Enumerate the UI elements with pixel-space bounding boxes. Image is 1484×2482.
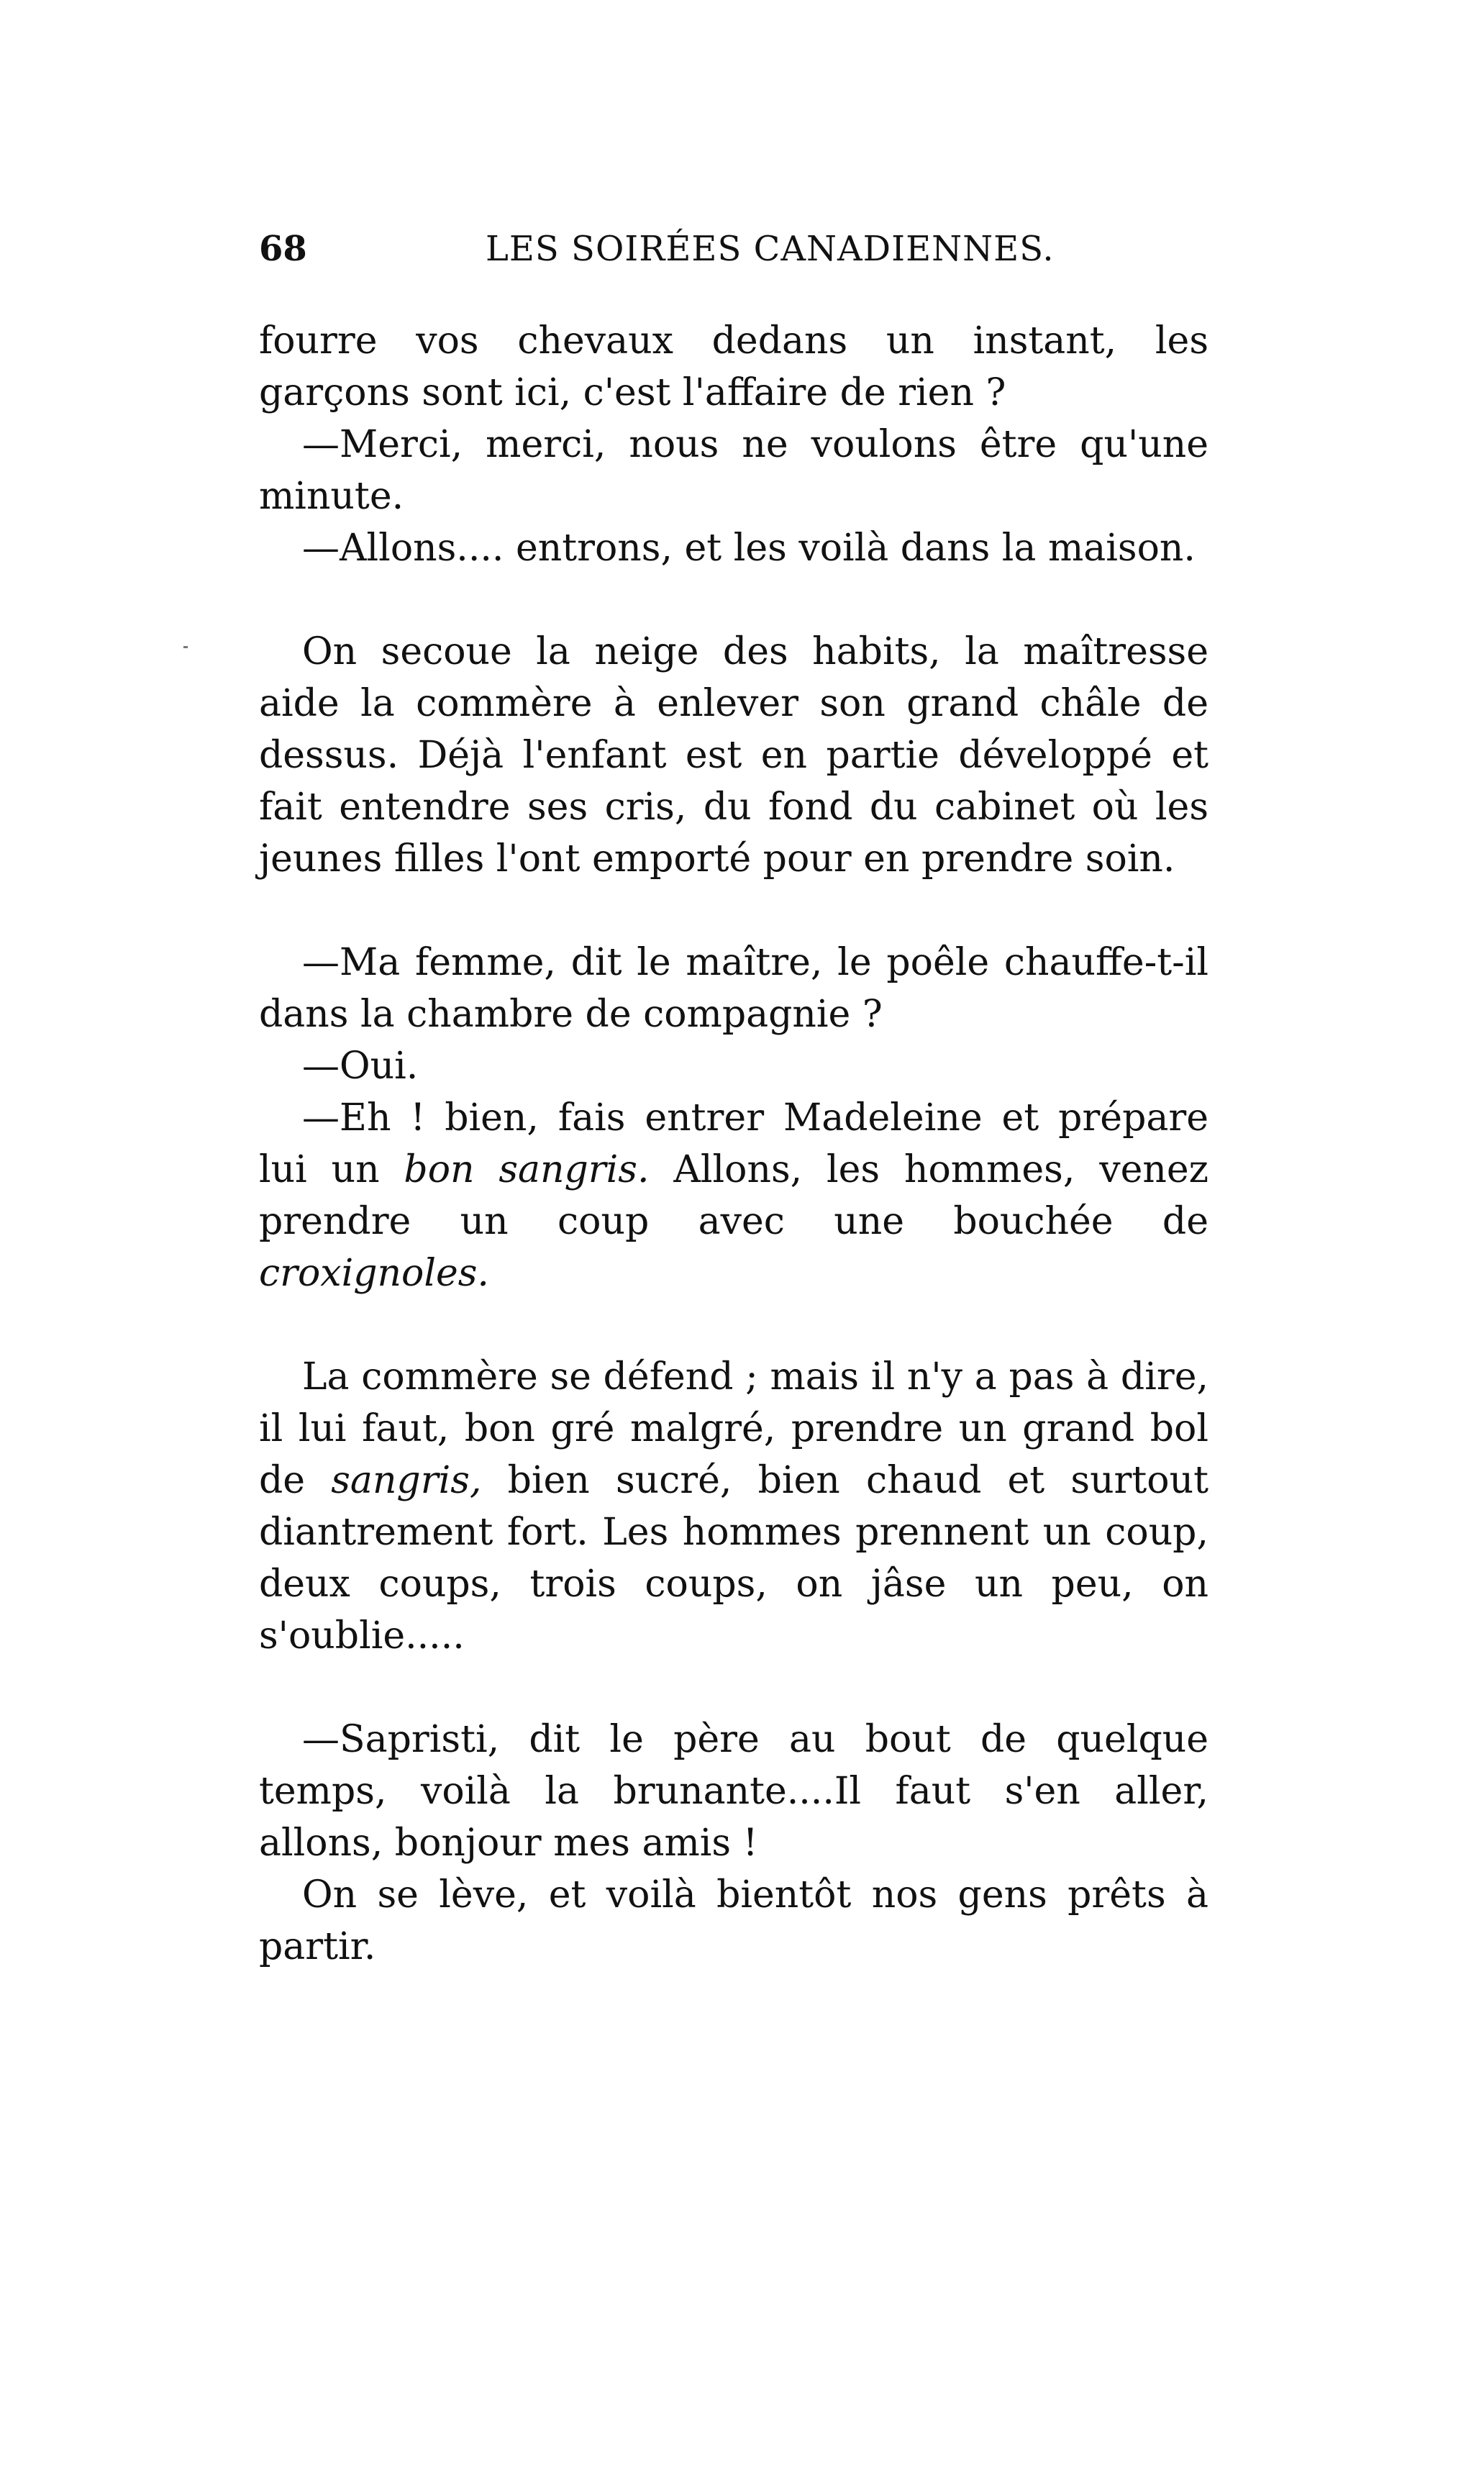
paragraph-dialogue: —Merci, merci, nous ne voulons être qu'une minute. [259, 423, 1208, 518]
running-title: LES SOIRÉES CANADIENNES. [486, 229, 1055, 269]
italic-text: sangris, [331, 1459, 482, 1502]
text-run: La commère se défend ; mais il n'y a pas à dire, il lui faut, bon gré malgré, prendre un grand bol de [259, 1355, 1208, 1502]
paragraph-dialogue [259, 1092, 1208, 1299]
page-number: 68 [259, 229, 307, 269]
page-header [259, 229, 1208, 286]
paragraph-dialogue: —Ma femme, dit le maître, le poêle chauffe-t-il dans la chambre de compagnie ? [259, 941, 1208, 1036]
margin-mark [183, 646, 188, 648]
text-run: bien sucré, bien chaud et surtout diantrement fort. Les hommes prennent un coup, deux coups, trois coups, on jâse un peu, on s'oublie..... [259, 1459, 1209, 1658]
page-body [259, 315, 1208, 1973]
paragraph-dialogue: —Sapristi, dit le père au bout de quelque temps, voilà la brunante....Il faut s'en aller, allons, bonjour mes amis ! [259, 1718, 1208, 1865]
text-run: —Eh ! bien, fais entrer Madeleine et prépare lui un [259, 1096, 1208, 1191]
paragraph-continuation: fourre vos chevaux dedans un instant, les garçons sont ici, c'est l'affaire de rien ? [259, 319, 1208, 414]
paragraph-dialogue: —Oui. [302, 1045, 419, 1088]
text-run: Allons, les hommes, venez prendre un coup avec une bouchée de [259, 1148, 1209, 1243]
italic-text: croxignoles. [259, 1252, 489, 1295]
paragraph-narrative: On se lève, et voilà bientôt nos gens prêts à partir. [259, 1873, 1208, 1968]
italic-text: bon sangris. [404, 1148, 650, 1191]
paragraph-narrative: On secoue la neige des habits, la maîtresse aide la commère à enlever son grand châle de dessus. Déjà l'enfant est en partie développé et fait entendre ses cris, du fond du cabinet où les jeunes filles l'ont emporté pour en prendre soin. [259, 630, 1208, 881]
paragraph-narrative [259, 1351, 1208, 1662]
paragraph-dialogue: —Allons.... entrons, et les voilà dans la maison. [302, 527, 1196, 570]
